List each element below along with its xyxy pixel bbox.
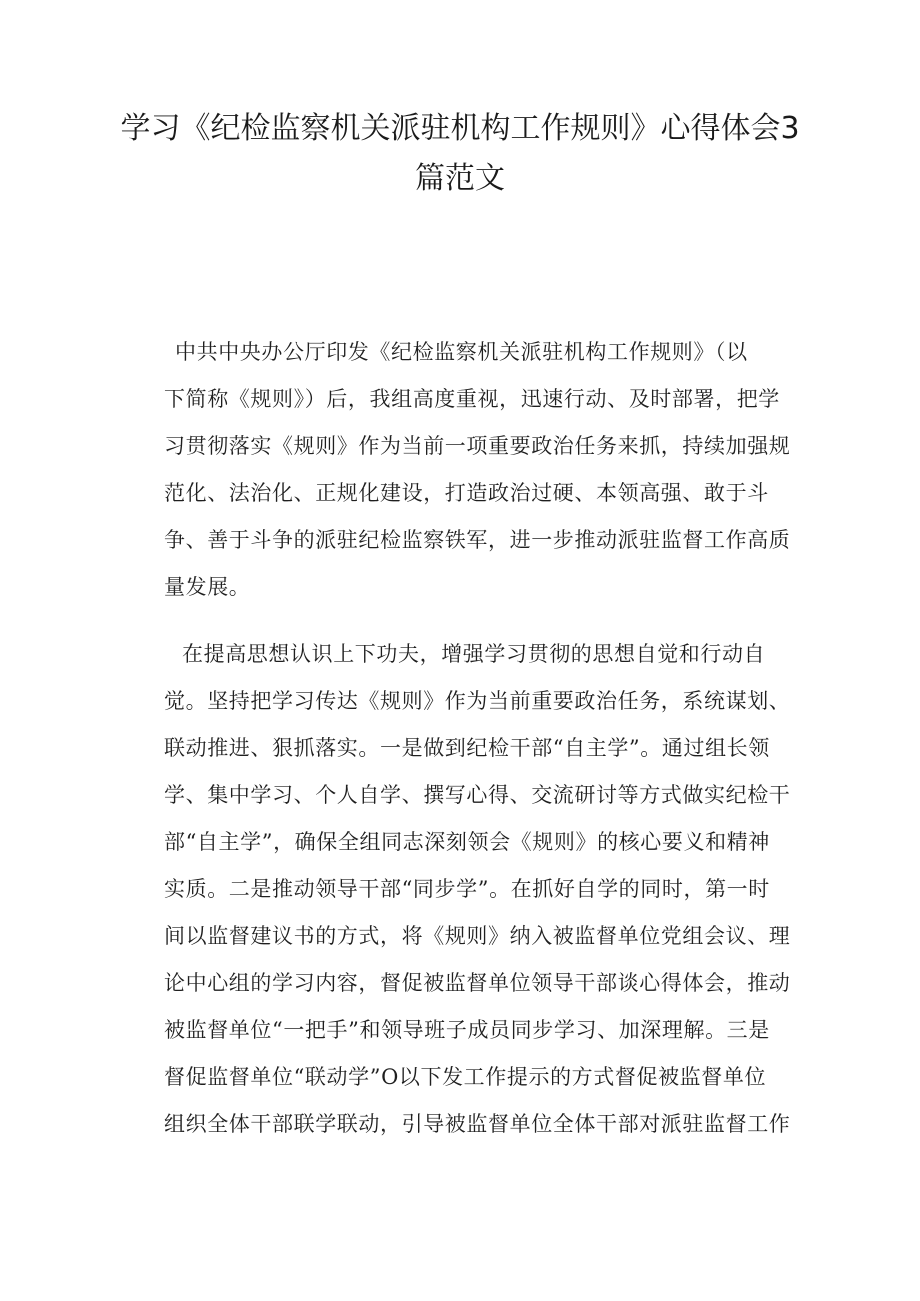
paragraph-line: 范化、法治化、正规化建设，打造政治过硬、本领高强、敢于斗 xyxy=(164,481,769,505)
paragraph-line: 争、善于斗争的派驻纪检监察铁军，进一步推动派驻监督工作高质 xyxy=(164,528,791,552)
paragraph-line: 被监督单位“一把手”和领导班子成员同步学习、加深理解。三是 xyxy=(164,1018,770,1042)
paragraph-line: 在提高思想认识上下功夫，增强学习贯彻的思想自觉和行动自 xyxy=(182,642,766,666)
paragraph-line: 实质。二是推动领导干部“同步学”。在抓好自学的同时，第一时 xyxy=(164,877,770,901)
paragraph-line: 觉。坚持把学习传达《规则》作为当前重要政治任务，系统谋划、 xyxy=(164,689,791,713)
paragraph-line: 下简称《规则》）后，我组高度重视，迅速行动、及时部署，把学 xyxy=(164,387,780,411)
paragraph-line: 督促监督单位“联动学”O以下发工作提示的方式督促被监督单位 xyxy=(164,1065,767,1089)
paragraph-line: 联动推进、狠抓落实。一是做到纪检干部“自主学”。通过组长领 xyxy=(164,736,770,760)
paragraph-line: 量发展。 xyxy=(164,575,251,599)
paragraph-line: 学、集中学习、个人自学、撰写心得、交流研讨等方式做实纪检干 xyxy=(164,783,791,807)
paragraph-line: 习贯彻落实《规则》作为当前一项重要政治任务来抓，持续加强规 xyxy=(164,434,791,458)
document-title-line-1: 学习《纪检监察机关派驻机构工作规则》心得体会3 xyxy=(120,111,800,146)
paragraph-line: 中共中央办公厅印发《纪检监察机关派驻机构工作规则》（以 xyxy=(175,340,748,364)
document-title-line-2: 篇范文 xyxy=(415,161,505,196)
paragraph-line: 组织全体干部联学联动，引导被监督单位全体干部对派驻监督工作 xyxy=(164,1112,791,1136)
paragraph-line: 间以监督建议书的方式，将《规则》纳入被监督单位党组会议、理 xyxy=(164,924,791,948)
paragraph-line: 部“自主学”，确保全组同志深刻领会《规则》的核心要义和精神 xyxy=(164,830,770,854)
paragraph-line: 论中心组的学习内容，督促被监督单位领导干部谈心得体会，推动 xyxy=(164,971,791,995)
